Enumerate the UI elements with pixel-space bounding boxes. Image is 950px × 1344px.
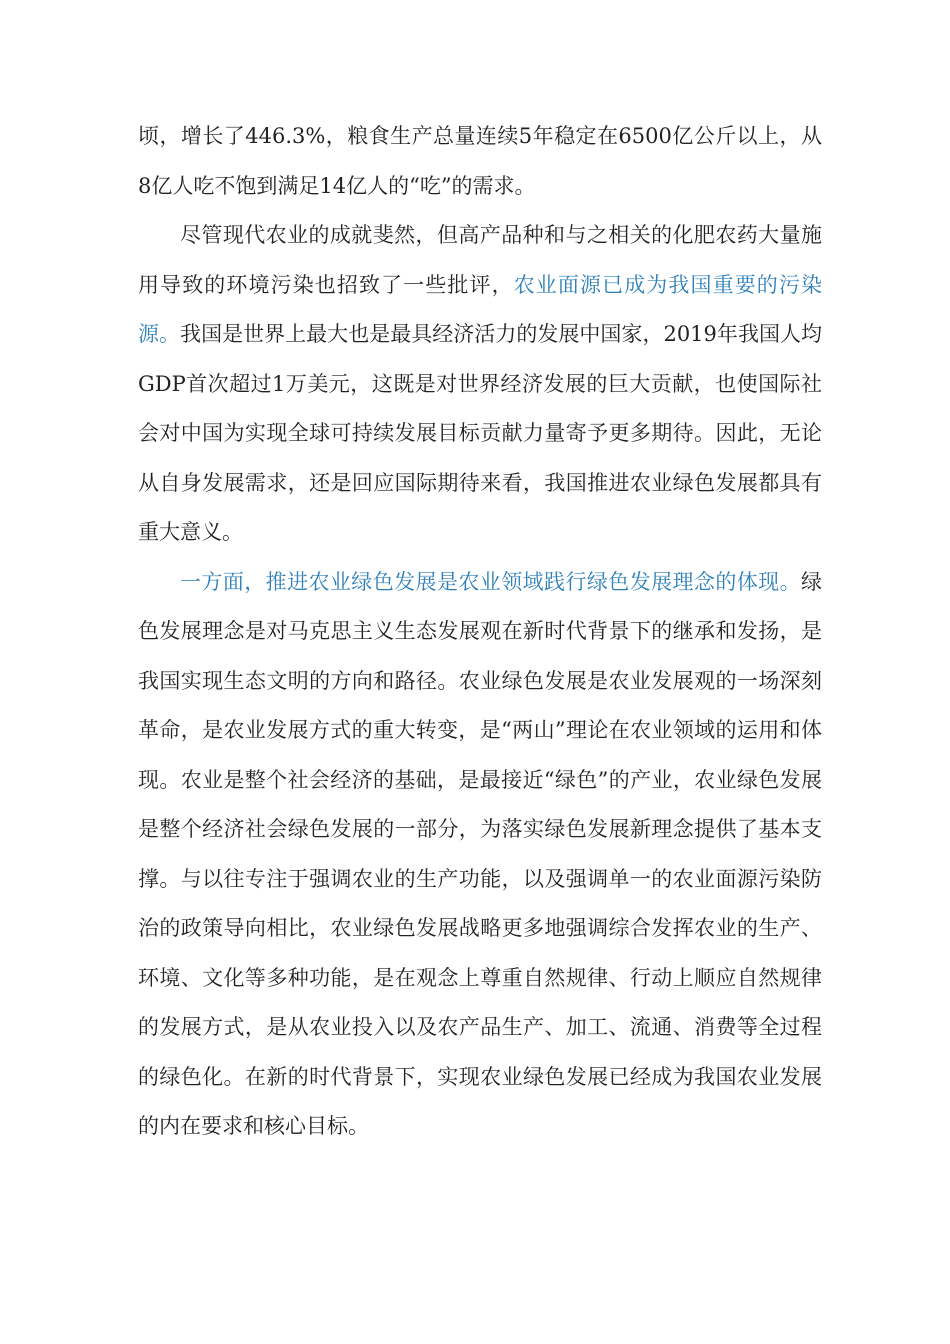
paragraph-2-lead: 尽管现代农业的成就斐然，但高产品种和与之相关的化肥农药大量施用导致的环境污染也招致了一些批评， (138, 223, 822, 297)
document-body (138, 112, 822, 1152)
paragraph-3-rest: 绿色发展理念是对马克思主义生态发展观在新时代背景下的继承和发扬，是我国实现生态文明的方向和路径。农业绿色发展是农业发展观的一场深刻革命，是农业发展方式的重大转变，是“两山”理论在农业领域的运用和体现。农业是整个社会经济的基础，是最接近“绿色”的产业，农业绿色发展是整个经济社会绿色发展的一部分，为落实绿色发展新理念提供了基本支撑。与以往专注于强调农业的生产功能，以及强调单一的农业面源污染防治的政策导向相比，农业绿色发展战略更多地强调综合发挥农业的生产、环境、文化等多种功能，是在观念上尊重自然规律、行动上顺应自然规律的发展方式，是从农业投入以及农产品生产、加工、流通、消费等全过程的绿色化。在新的时代背景下，实现农业绿色发展已经成为我国农业发展的内在要求和核心目标。 (138, 569, 822, 1138)
paragraph-continuation (138, 112, 822, 211)
paragraph-1-text: 顷，增长了446.3%，粮食生产总量连续5年稳定在6500亿公斤以上，从8亿人吃不饱到满足14亿人的“吃”的需求。 (138, 124, 822, 198)
paragraph-green-development (138, 558, 822, 1152)
paragraph-2-highlight: 农业面源已成为我国重要的污染源。 (138, 272, 823, 346)
paragraph-environmental-pollution (138, 211, 822, 558)
paragraph-3-highlight: 一方面，推进农业绿色发展是农业领域践行绿色发展理念的体现。 (180, 569, 801, 594)
paragraph-2-rest: 我国是世界上最大也是最具经济活力的发展中国家，2019年我国人均GDP首次超过1万美元，这既是对世界经济发展的巨大贡献，也使国际社会对中国为实现全球可持续发展目标贡献力量寄予更多期待。因此，无论从自身发展需求，还是回应国际期待来看，我国推进农业绿色发展都具有重大意义。 (138, 322, 822, 544)
